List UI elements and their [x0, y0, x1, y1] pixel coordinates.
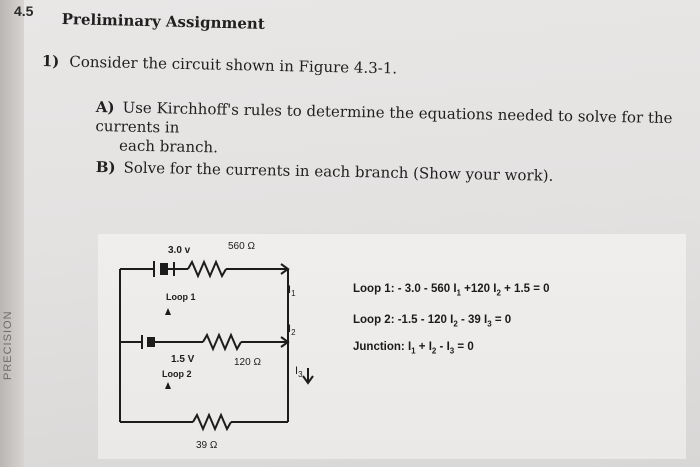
section-number: 4.5: [14, 3, 34, 19]
resistor-3: [193, 415, 231, 429]
eq2-part: = 0: [491, 314, 512, 326]
loop-1-label: Loop 1: [166, 292, 196, 302]
question-1-text: Consider the circuit shown in Figure 4.3-1.: [69, 52, 398, 78]
current-1-label: $I_1$: [288, 284, 296, 298]
resistor-2: [203, 335, 241, 349]
question-1: [42, 52, 398, 77]
eq3-sub: 3: [449, 346, 455, 356]
resistor-1: [188, 262, 226, 276]
current-3-label: $I_3$: [295, 365, 303, 379]
loop-1-arrow: [165, 308, 171, 315]
question-1-number: 1): [41, 52, 60, 71]
part-b-text: Solve for the currents in each branch (Show your work).: [123, 158, 554, 185]
question-1-part-a: [95, 98, 686, 166]
resistor-3-label: 39 Ω: [196, 440, 218, 451]
eq2-sub: 2: [453, 319, 458, 329]
eq3-part: + I: [415, 341, 432, 353]
eq2-part: Loop 2: -1.5 - 120 I: [353, 314, 454, 326]
battery-1-label: 3.0 v: [168, 245, 191, 256]
eq2-sub: 3: [487, 319, 492, 329]
edge-text: PRECISION: [2, 310, 14, 380]
part-b-label: B): [95, 158, 116, 177]
eq2-part: - 39 I: [457, 314, 488, 326]
eq1-sub: 2: [496, 288, 501, 298]
part-a-line-1: Use Kirchhoff's rules to determine the equations needed to solve for the currents in: [95, 98, 673, 137]
resistor-2-label: 120 Ω: [234, 357, 261, 368]
battery-2-short-plate: [148, 338, 154, 346]
part-a-line-2: each branch.: [118, 136, 219, 157]
equation-loop-2: [353, 314, 511, 328]
eq1-part: Loop 1: - 3.0 - 560 I: [353, 283, 457, 295]
battery-1-short-plate: [161, 264, 167, 274]
eq3-part: - I: [436, 341, 450, 353]
loop-2-label: Loop 2: [162, 369, 192, 379]
eq1-part: + 1.5 = 0: [500, 283, 550, 295]
eq3-part: = 0: [454, 341, 474, 353]
section-title: Preliminary Assignment: [61, 10, 265, 33]
equation-loop-1: [353, 283, 550, 297]
battery-2-label: 1.5 V: [171, 354, 195, 365]
page-edge-shadow: [0, 0, 24, 467]
eq1-part: +120 I: [460, 283, 497, 295]
current-2-label: $I_2$: [288, 323, 296, 337]
eq3-sub: 1: [411, 346, 416, 356]
part-a-label: A): [95, 98, 115, 117]
eq3-sub: 2: [431, 346, 437, 356]
equation-junction: [353, 341, 474, 355]
resistor-1-label: 560 Ω: [228, 241, 255, 252]
eq1-sub: 1: [456, 288, 461, 298]
eq3-part: Junction: I: [353, 341, 412, 353]
loop-2-arrow: [165, 382, 171, 389]
